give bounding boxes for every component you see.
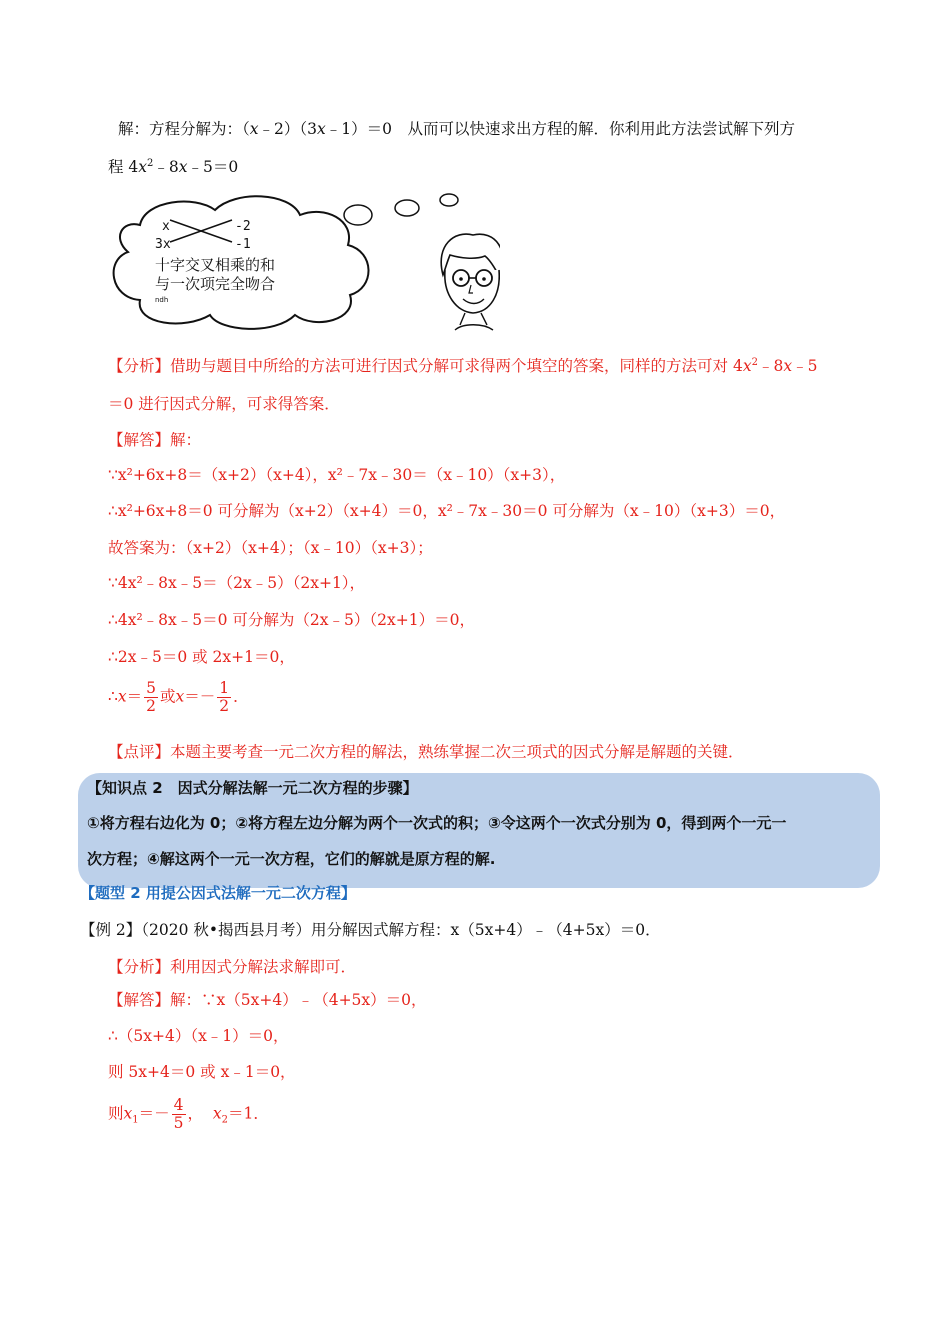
cloud-r2c2: -1 <box>235 237 251 252</box>
thought-cloud-illustration <box>100 190 500 340</box>
type2-heading: 【题型 2 用提公因式法解一元二次方程】 <box>80 884 356 902</box>
fraction-5-2 <box>144 680 158 715</box>
period: ． <box>233 687 249 706</box>
solution-step-2: ∴x²+6x+8＝0 可分解为（x+2）（x+4）＝0，x²﹣7x﹣30＝0 可分解为（x﹣10）（x+3）＝0， <box>108 502 786 520</box>
subscript: 1 <box>132 1114 139 1126</box>
intro-text: ﹣8 <box>153 158 179 176</box>
answer-header <box>108 428 201 450</box>
intro-text: ﹣2）（3 <box>258 120 317 138</box>
intro-text: 解：方程分解为：（ <box>118 120 250 138</box>
solution-step-5: ∴4x²﹣8x﹣5＝0 可分解为（2x﹣5）（2x+1）＝0， <box>108 611 475 629</box>
knowledge-line-2: 次方程；④解这两个一元一次方程，它们的解就是原方程的解. <box>87 850 496 868</box>
comma: ， <box>187 1104 204 1123</box>
analysis-text: 利用因式分解法求解即可． <box>170 958 357 976</box>
example2-answer-3: 则 5x+4＝0 或 x﹣1＝0， <box>108 1063 296 1081</box>
var-x: x <box>212 1104 222 1123</box>
equals-negative: ＝－ <box>184 687 216 706</box>
var-x: x <box>117 687 127 706</box>
example2-analysis <box>108 955 356 977</box>
cloud-text-1: 十字交叉相乘的和 <box>155 256 276 274</box>
solution-step-1: ∵x²+6x+8＝（x+2）（x+4），x²﹣7x﹣30＝（x﹣10）（x+3）， <box>108 466 566 484</box>
intro-line-2 <box>108 155 238 177</box>
answer-text: 解：∵x（5x+4）﹣（4+5x）＝0， <box>170 991 427 1009</box>
cloud-r1c2: -2 <box>235 219 251 234</box>
fraction-4-5 <box>172 1097 186 1132</box>
var-x: x <box>175 687 185 706</box>
var-x: x <box>138 158 148 176</box>
exponent: 2 <box>751 357 758 368</box>
cloud-r1c1: x <box>162 219 170 234</box>
analysis-line-1 <box>108 354 817 376</box>
example2-answer-2: ∴（5x+4）（x﹣1）＝0， <box>108 1027 289 1045</box>
example2-answer-4 <box>108 1097 269 1132</box>
equals-negative: ＝－ <box>138 1104 170 1123</box>
comment-tag: 【点评】 <box>108 743 171 761</box>
knowledge-title: 【知识点 2 因式分解法解一元二次方程的步骤】 <box>87 779 418 797</box>
numerator: 5 <box>146 679 157 697</box>
thought-bubble-medium <box>395 200 419 216</box>
subscript: 2 <box>221 1114 229 1126</box>
intro-line-1 <box>118 117 795 139</box>
then-text: 则 <box>108 1104 124 1123</box>
denominator: 5 <box>173 1114 184 1133</box>
comment-line <box>108 740 744 762</box>
var-x: x <box>123 1104 133 1123</box>
numerator: 1 <box>219 679 230 697</box>
thought-bubble-large <box>440 194 458 206</box>
analysis-line-2: ＝0 进行因式分解，可求得答案． <box>108 395 340 413</box>
denominator: 2 <box>219 697 230 716</box>
knowledge-line-1: ①将方程右边化为 0；②将方程左边分解为两个一次式的积；③令这两个一次式分别为 0，得到两个一元一 <box>87 814 787 832</box>
exponent: 2 <box>147 158 154 169</box>
var-x: x <box>317 120 326 138</box>
analysis-tag: 【分析】 <box>108 357 171 375</box>
comment-text: 本题主要考查一元二次方程的解法，熟练掌握二次三项式的因式分解是解题的关键． <box>170 743 744 761</box>
cloud-tiny-text: ndh <box>155 296 169 304</box>
solution-step-3: 故答案为：（x+2）（x+4）；（x﹣10）（x+3）； <box>108 539 433 557</box>
analysis-text: 借助与题目中所给的方法可进行因式分解可求得两个填空的答案，同样的方法可对 4 <box>170 357 743 375</box>
cartoon-teacher-icon <box>441 234 500 330</box>
var-x: x <box>783 357 793 375</box>
intro-text: ﹣5＝0 <box>187 158 239 176</box>
analysis-tag: 【分析】 <box>108 958 171 976</box>
solution-step-4: ∵4x²﹣8x﹣5＝（2x﹣5）（2x+1）， <box>108 574 366 592</box>
solution-step-6: ∴2x﹣5＝0 或 2x+1＝0， <box>108 648 295 666</box>
analysis-text: ﹣5 <box>792 357 818 375</box>
intro-text: 程 4 <box>108 158 139 176</box>
fraction-1-2 <box>217 680 231 715</box>
answer-tag: 【解答】 <box>108 991 171 1009</box>
thought-bubble-small <box>344 205 372 225</box>
var-x: x <box>178 158 188 176</box>
or-text: 或 <box>160 687 176 706</box>
cloud-r2c1: 3x <box>155 237 171 252</box>
denominator: 2 <box>146 697 157 716</box>
answer-label: 解： <box>170 431 202 449</box>
numerator: 4 <box>173 1096 184 1114</box>
intro-text: ﹣1）＝0 从而可以快速求出方程的解．你利用此方法尝试解下列方 <box>325 120 795 138</box>
answer-tag: 【解答】 <box>108 431 171 449</box>
example2-question: 【例 2】（2020 秋•揭西县月考）用分解因式解方程：x（5x+4）﹣（4+5x）＝0． <box>80 921 661 939</box>
var-x: x <box>249 120 259 138</box>
analysis-text: ﹣8 <box>757 357 784 375</box>
var-x: x <box>742 357 752 375</box>
example2-answer-1 <box>108 988 427 1010</box>
answer-text: ＝1． <box>228 1104 269 1123</box>
therefore-symbol: ∴ <box>108 687 118 706</box>
solution-step-7 <box>108 680 249 715</box>
cloud-text-2: 与一次项完全吻合 <box>155 275 276 293</box>
equals: ＝ <box>126 687 143 706</box>
